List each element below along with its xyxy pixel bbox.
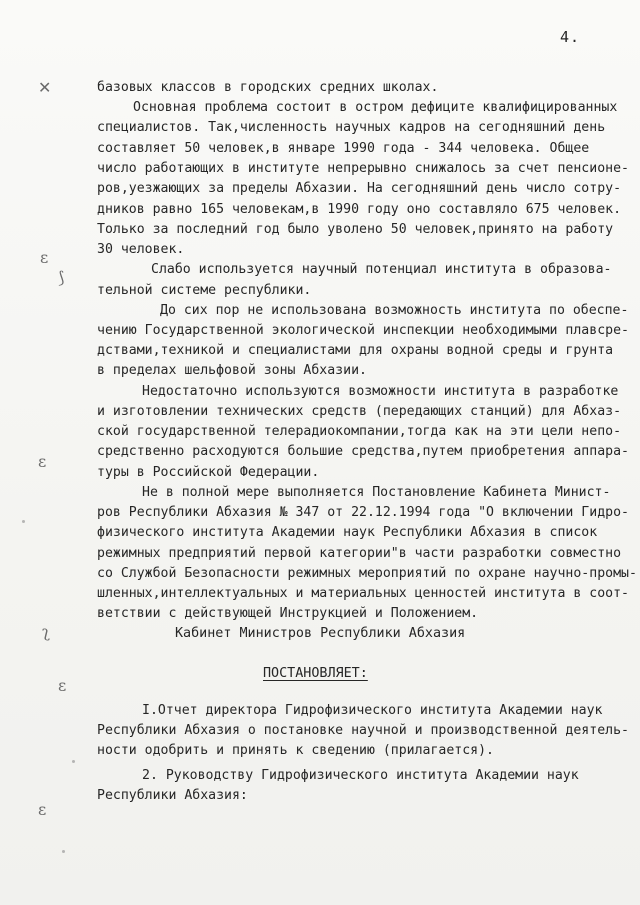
text-line: чению Государственной экологической инспекции необходимыми плавсре- [97, 323, 629, 338]
text-line: I.Отчет директора Гидрофизического института Академии наук [142, 703, 603, 718]
text-line: дствами,техникой и специалистами для охраны водной среды и грунта [97, 343, 614, 358]
binder-mark: ɛ [58, 676, 67, 695]
decree-heading: ПОСТАНОВЛЯЕТ: [263, 666, 368, 681]
text-line: Основная проблема состоит в остром дефиците квалифицированных [133, 100, 618, 115]
text-line: 2. Руководству Гидрофизического института Академии наук [142, 768, 579, 783]
text-line: в пределах шельфовой зоны Абхазии. [97, 363, 367, 378]
text-line: туры в Российской Федерации. [97, 465, 320, 480]
text-line: и изготовлении технических средств (передающих станций) для Абхаз- [97, 404, 622, 419]
text-line: Слабо используется научный потенциал института в образова- [151, 262, 612, 277]
binder-mark: ɛ [40, 248, 49, 267]
text-line: Только за последний год было уволено 50 человек,принято на работу [97, 222, 614, 237]
text-line: До сих пор не использована возможность института по обеспе- [160, 303, 629, 318]
text-line: тельной системе республики. [97, 283, 312, 298]
binder-mark: ʅ [42, 622, 50, 641]
text-line: специалистов. Так,численность научных кадров на сегодняшний день [97, 120, 606, 135]
text-line: со Службой Безопасности режимных мероприятий по охране научно-промы- [97, 566, 637, 581]
paper-speck [62, 850, 65, 853]
text-line: ветствии с действующей Инструкцией и Положением. [97, 606, 479, 621]
text-line: число работающих в институте непрерывно снижалось за счет пенсионе- [97, 161, 629, 176]
text-line: 30 человек. [97, 242, 185, 257]
text-line: ской государственной телерадиокомпании,тогда как на эти цели непо- [97, 424, 622, 439]
text-line: Республики Абхазия: [97, 788, 248, 803]
text-line: средственно расходуются большие средства,путем приобретения аппара- [97, 444, 629, 459]
text-line: ров Республики Абхазия № 347 от 22.12.1994 года "О включении Гидро- [97, 505, 629, 520]
binder-mark: ⟆ [58, 268, 65, 287]
text-line: базовых классов в городских средних школах. [97, 80, 439, 95]
text-line: ров,уезжающих за пределы Абхазии. На сегодняшний день число сотру- [97, 181, 622, 196]
text-line: Недостаточно используются возможности института в разработке [142, 384, 619, 399]
page-number: 4. [560, 28, 581, 46]
text-line: физического института Академии наук Республики Абхазия в список [97, 525, 598, 540]
cabinet-line: Кабинет Министров Республики Абхазия [175, 626, 466, 641]
text-line: дников равно 165 человекам,в 1990 году оно составляло 675 человек. [97, 202, 622, 217]
text-line: режимных предприятий первой категории"в части разработки совместно [97, 546, 622, 561]
text-line: Не в полной мере выполняется Постановление Кабинета Минист- [142, 485, 611, 500]
text-line: составляет 50 человек,в январе 1990 года - 344 человека. Общее [97, 141, 590, 156]
binder-mark: ɛ [38, 452, 47, 471]
paper-speck [72, 760, 75, 763]
binder-mark: ɛ [38, 800, 47, 819]
text-line: Республики Абхазия о постановке научной и производственной деятель- [97, 723, 629, 738]
text-line: ности одобрить и принять к сведению (прилагается). [97, 743, 494, 758]
binder-mark: ✕ [38, 78, 52, 97]
paper-speck [22, 520, 25, 523]
text-line: шленных,интеллектуальных и материальных ценностей института в соот- [97, 586, 629, 601]
